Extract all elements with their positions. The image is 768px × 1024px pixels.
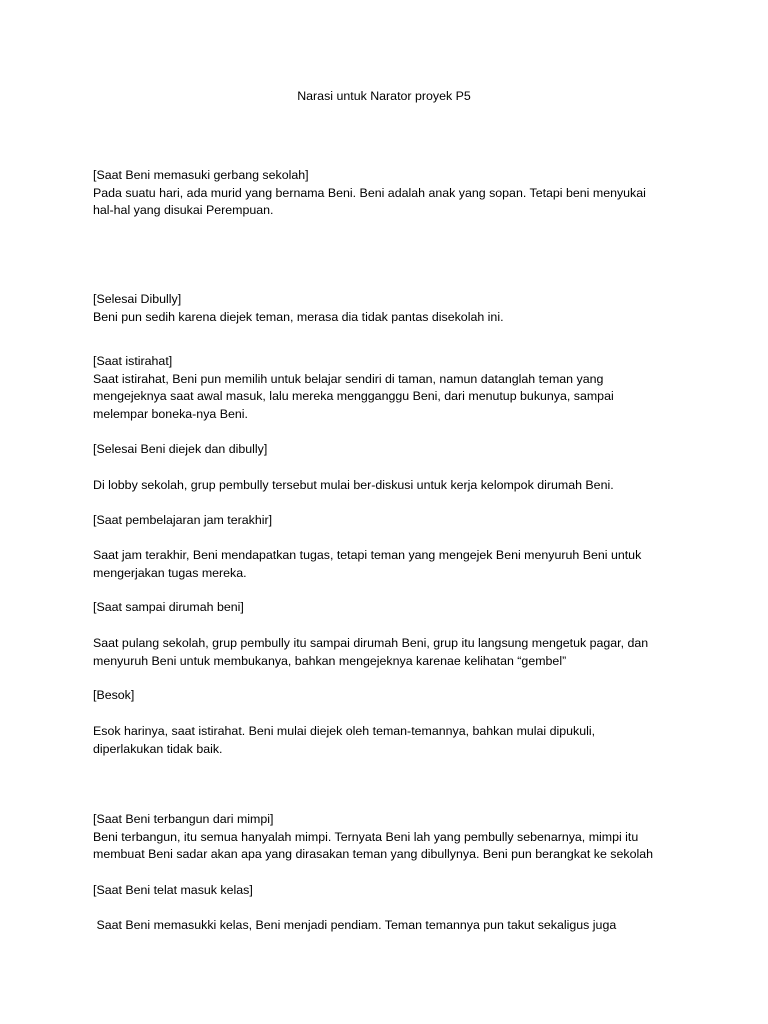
paragraph-line: Di lobby sekolah, grup pembully tersebut mulai ber-diskusi untuk kerja kelompok dirumah Beni.: [93, 478, 614, 492]
section-heading: [Selesai Beni diejek dan dibully]: [93, 442, 268, 456]
section-heading: [Saat pembelajaran jam terakhir]: [93, 513, 273, 527]
paragraph-line: membuat Beni sadar akan apa yang dirasakan teman yang dibullynya. Beni pun berangkat ke sekolah: [93, 847, 654, 862]
section-selesai-dibully: [93, 291, 683, 326]
section-heading: [Saat sampai dirumah beni]: [93, 600, 244, 614]
section-heading: [Selesai Dibully]: [93, 292, 182, 306]
section-gerbang-sekolah: [93, 167, 683, 220]
paragraph-line: hal-hal yang disukai Perempuan.: [93, 203, 274, 218]
section-besok-body: [93, 723, 683, 758]
section-heading: [Saat Beni telat masuk kelas]: [93, 883, 253, 897]
section-selesai-diejek: [93, 441, 683, 459]
paragraph-line: Beni pun sedih karena diejek teman, merasa dia tidak pantas disekolah ini.: [93, 309, 504, 324]
paragraph-line: Pada suatu hari, ada murid yang bernama Beni. Beni adalah anak yang sopan. Tetapi beni menyukai: [93, 185, 646, 200]
paragraph-line: Saat jam terakhir, Beni mendapatkan tugas, tetapi teman yang mengejek Beni menyuruh Beni untuk: [93, 548, 642, 562]
paragraph-line: menyuruh Beni untuk membukanya, bahkan mengejeknya karenae kelihatan “gembel”: [93, 653, 567, 668]
paragraph-line: mengerjakan tugas mereka.: [93, 565, 247, 580]
paragraph-line: diperlakukan tidak baik.: [93, 741, 223, 756]
section-heading: [Saat istirahat]: [93, 354, 173, 368]
paragraph-line: Saat istirahat, Beni pun memilih untuk belajar sendiri di taman, namun datanglah teman yang: [93, 371, 604, 386]
paragraph-line: mengejeknya saat awal masuk, lalu mereka mengganggu Beni, dari menutup bukunya, sampai: [93, 389, 614, 404]
section-selesai-diejek-body: [93, 477, 683, 495]
section-telat-masuk-kelas: [93, 882, 683, 900]
paragraph-line: Saat Beni memasukki kelas, Beni menjadi pendiam. Teman temannya pun takut sekaligus juga: [93, 918, 617, 932]
section-saat-istirahat: [93, 353, 683, 423]
section-dirumah-beni-body: [93, 635, 683, 670]
section-jam-terakhir: [93, 512, 683, 530]
section-telat-masuk-kelas-body: [93, 917, 683, 935]
section-dirumah-beni: [93, 599, 683, 617]
section-jam-terakhir-body: [93, 547, 683, 582]
paragraph-line: melempar boneka-nya Beni.: [93, 406, 248, 421]
section-heading: [Saat Beni terbangun dari mimpi]: [93, 812, 274, 826]
section-besok: [93, 687, 683, 705]
document-title: Narasi untuk Narator proyek P5: [297, 89, 471, 103]
paragraph-line: Beni terbangun, itu semua hanyalah mimpi. Ternyata Beni lah yang pembully sebenarnya, mimpi itu: [93, 829, 639, 844]
section-heading: [Saat Beni memasuki gerbang sekolah]: [93, 168, 309, 182]
paragraph-line: Saat pulang sekolah, grup pembully itu sampai dirumah Beni, grup itu langsung mengetuk pagar, dan: [93, 636, 649, 650]
paragraph-line: Esok harinya, saat istirahat. Beni mulai diejek oleh teman-temannya, bahkan mulai dipukuli,: [93, 724, 596, 738]
section-heading: [Besok]: [93, 688, 135, 702]
section-terbangun-mimpi: [93, 811, 683, 864]
